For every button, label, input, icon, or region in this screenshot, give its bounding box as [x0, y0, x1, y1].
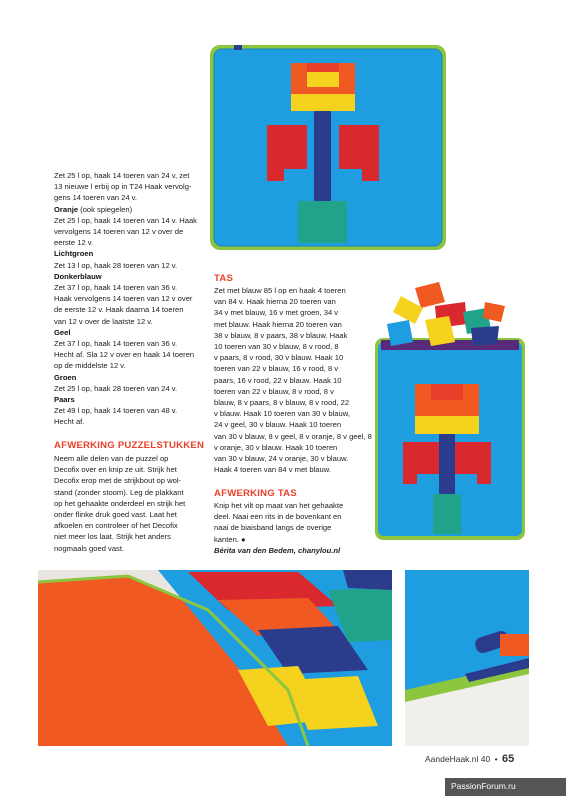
text-line: Haak 4 toeren van 84 v met blauw.: [214, 465, 331, 475]
text-line: v oranje, 30 v blauw. Haak 10 toeren: [214, 442, 338, 452]
pillow-photo: [206, 41, 451, 254]
text-line: met blauw. Haak hierna 20 toeren van: [214, 319, 342, 329]
text-line: 10 toeren van 30 v blauw, 8 v rood, 8: [214, 342, 339, 352]
text-line: van 12 v over de laatste 12 v.: [54, 316, 153, 326]
afwerking-puzzel-heading: AFWERKING PUZZELSTUKKEN: [54, 440, 205, 451]
text-line: Hecht af. Sla 12 v over en haak 14 toeren: [54, 350, 195, 360]
text-line: deel. Naai een rits in de bovenkant en: [214, 512, 342, 522]
closeup-puzzle-photo: [38, 570, 392, 746]
text-line: naai de biaisband langs de overige: [214, 523, 332, 533]
text-line: Haak vervolgens 14 toeren van 12 v over: [54, 294, 193, 304]
text-line: niet meer los laat. Strijk het anders: [54, 532, 171, 542]
color-heading-paars: Paars: [54, 395, 75, 405]
color-heading-geel: Geel: [54, 327, 71, 337]
footer-bullet: •: [494, 754, 498, 764]
watermark-bar: [445, 778, 566, 796]
text-line: afkoelen en controleer of het Decofix: [54, 521, 178, 531]
text-line: de eerste 12 v. Haak daarna 14 toeren: [54, 305, 184, 315]
watermark-text: PassionForum.ru: [451, 781, 516, 791]
text-line: blauw, 8 v paars, 8 v blauw, 8 v rood, 22: [214, 398, 350, 408]
text-line: van 84 v. Haak hierna 20 toeren van: [214, 297, 336, 307]
text-line: Zet 49 l op, haak 14 toeren van 48 v.: [54, 406, 178, 416]
text-line: 34 v met blauw, 16 v met groen, 34 v: [214, 308, 339, 318]
text-line: Zet 25 l op, haak 28 toeren van 24 v.: [54, 383, 178, 393]
zipper-closeup-photo: [405, 570, 529, 746]
text-line: nogmaals goed vast.: [54, 543, 125, 553]
text-line: vervolgens 14 toeren van 12 v over de: [54, 227, 184, 237]
footer-site: AandeHaak.nl 40: [425, 754, 491, 764]
tas-section: [214, 273, 372, 475]
text-line: van 30 v blauw, 8 v geel, 8 v oranje, 8 v geel, 8: [214, 431, 372, 441]
color-heading-oranje: [54, 204, 204, 215]
text-line: onder flinke druk goed vast. Laat het: [54, 510, 177, 520]
text-line: toeren van 22 v blauw, 16 v rood, 8 v: [214, 364, 339, 374]
text-line: Zet 25 l op, haak 14 toeren van 14 v. Haak: [54, 215, 197, 225]
left-column-text: [54, 170, 204, 428]
page-footer: [425, 753, 514, 765]
text-line: 24 v geel, 30 v blauw. Haak 10 toeren: [214, 420, 342, 430]
afwerking-tas-heading: AFWERKING TAS: [214, 488, 297, 499]
tas-heading: TAS: [214, 273, 234, 284]
text-line: Decofix over en knip ze uit. Strijk het: [54, 465, 177, 475]
text-line: Zet 37 l op, haak 14 toeren van 36 v.: [54, 339, 178, 349]
afwerking-tas-section: [214, 488, 374, 556]
credit-line: Bérita van den Bedem, chanylou.nl: [214, 545, 341, 555]
color-heading-lichtgroen: Lichtgroen: [54, 249, 94, 259]
text-line: toeren van 22 v blauw, 8 v rood, 8 v: [214, 386, 334, 396]
text-line: van 30 v blauw, 24 v oranje, 30 v blauw.: [214, 454, 349, 464]
text-line: Neem alle delen van de puzzel op: [54, 454, 169, 463]
text-line: Zet 13 l op, haak 28 toeren van 12 v.: [54, 260, 178, 270]
text-line: Knip het vilt op maat van het gehaakte: [214, 501, 344, 510]
text-line: Zet met blauw 85 l op en haak 4 toeren: [214, 286, 346, 295]
text-line: stand (zonder stoom). Leg de plakkant: [54, 487, 184, 497]
afwerking-puzzel-section: [54, 440, 212, 554]
text-line: paars, 16 v rood, 22 v blauw. Haak 10: [214, 375, 342, 385]
color-heading-note: (ook spiegelen): [78, 204, 133, 214]
text-line: op het gehaakte onderdeel en strijk het: [54, 498, 186, 508]
text-line: Hecht af.: [54, 417, 85, 427]
color-heading-groen: Groen: [54, 372, 77, 382]
text-line: kanten. ●: [214, 534, 246, 544]
text-line: gens 14 toeren van 24 v.: [54, 193, 138, 203]
text-line: 38 v blauw, 8 v paars, 38 v blauw. Haak: [214, 330, 348, 340]
text-line: 13 nieuwe l erbij op in T24 Haak vervolg-: [54, 182, 192, 192]
text-line: eerste 12 v.: [54, 238, 94, 248]
page-number: 65: [501, 753, 515, 765]
bag-photo: [375, 272, 531, 542]
text-line: Zet 25 l op, haak 14 toeren van 24 v, zet: [54, 171, 190, 180]
color-heading-label: Oranje: [54, 204, 79, 214]
text-line: Decofix erop met de strijkbout op wol-: [54, 476, 182, 486]
text-line: v blauw. Haak 10 toeren van 30 v blauw,: [214, 409, 350, 419]
color-heading-donkerblauw: Donkerblauw: [54, 271, 102, 281]
text-line: Zet 37 l op, haak 14 toeren van 36 v.: [54, 283, 178, 293]
text-line: v paars, 8 v rood, 30 v blauw. Haak 10: [214, 353, 344, 363]
text-line: op de middelste 12 v.: [54, 361, 126, 371]
